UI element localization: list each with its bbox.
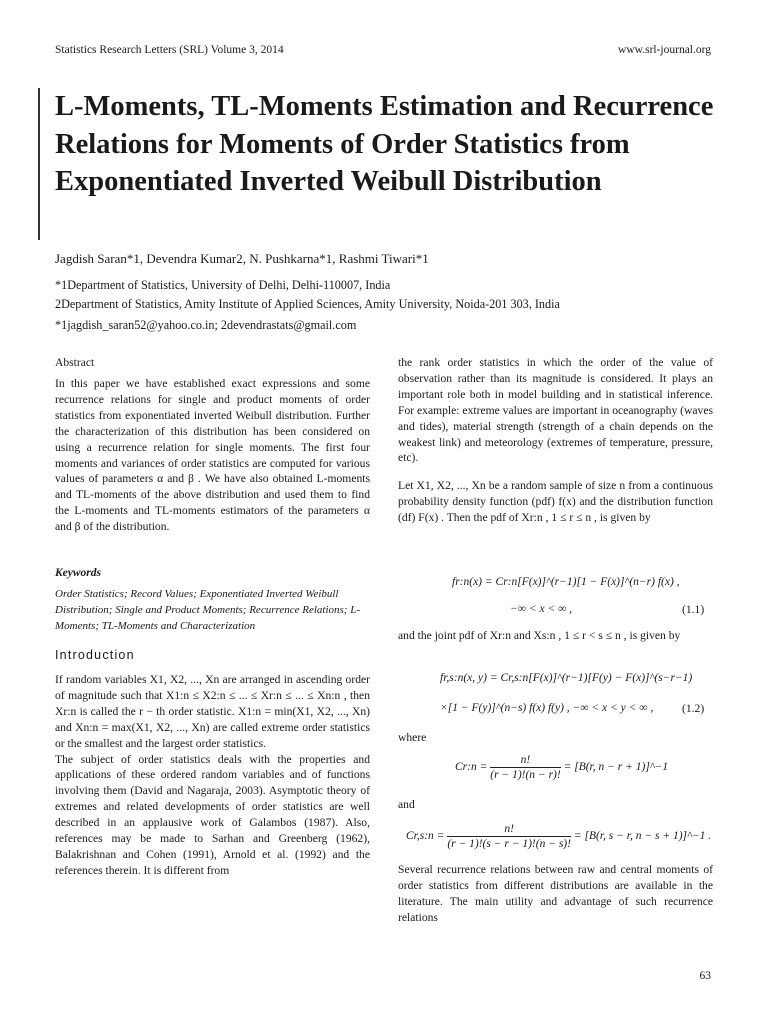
where-label: where <box>398 731 427 744</box>
recurrence-paragraph: Several recurrence relations between raw and central moments of order statistics from different distributions are available in the literature. The main utility and advantage of such recurrence relations <box>398 863 713 924</box>
paper-title: L-Moments, TL-Moments Estimation and Recurrence Relations for Moments of Order Statistics from Exponentiated Inverted Weibull Distribution <box>55 91 714 197</box>
equation-2-line-2: ×[1 − F(y)]^(n−s) f(x) f(y) , −∞ < x < y < ∞ , <box>440 702 654 714</box>
joint-pdf-paragraph: and the joint pdf of Xr:n and Xs:n , 1 ≤ r < s ≤ n , is given by <box>398 629 681 642</box>
keywords-heading: Keywords <box>55 567 101 579</box>
equation-3-lhs: Cr:n = <box>455 761 488 774</box>
equation-4 <box>406 822 711 851</box>
author-list: Jagdish Saran*1, Devendra Kumar2, N. Pushkarna*1, Rashmi Tiwari*1 <box>55 251 429 266</box>
equation-2-line-1: fr,s:n(x, y) = Cr,s:n[F(x)]^(r−1)[F(y) − F(x)]^(s−r−1) <box>440 672 693 684</box>
equation-3-fraction <box>490 753 560 782</box>
equation-4-numerator: n! <box>447 822 571 837</box>
author-emails: *1jagdish_saran52@yahoo.co.in; 2devendrastats@gmail.com <box>55 318 357 332</box>
introduction-heading: Introduction <box>55 648 135 662</box>
affiliation-2: 2Department of Statistics, Amity Institute of Applied Sciences, Amity University, Noida-201 303, India <box>55 297 560 311</box>
equation-4-rhs: = [B(r, s − r, n − s + 1)]^−1 . <box>573 830 712 843</box>
equation-2-number: (1.2) <box>682 702 705 715</box>
equation-4-denominator: (r − 1)!(s − r − 1)!(n − s)! <box>447 838 571 850</box>
equation-1-line-2: −∞ < x < ∞ , <box>510 603 573 615</box>
abstract-text <box>55 376 370 535</box>
equation-3 <box>455 753 668 782</box>
pdf-paragraph: Let X1, X2, ..., Xn be a random sample of size n from a continuous probability density function (pdf) f(x) and the distribution function (df) F(x) . Then the pdf of Xr:n , 1 ≤ r ≤ n , is given by <box>398 479 713 525</box>
equation-3-numerator: n! <box>490 753 560 768</box>
equation-1-line-1: fr:n(x) = Cr:n[F(x)]^(r−1)[1 − F(x)]^(n−r) f(x) , <box>452 576 680 588</box>
right-column <box>398 355 713 526</box>
order-statistics-paragraph: the rank order statistics in which the order of the value of observation rather than its magnitude is considered. It plays an important role both in model building and in statistical inference. For example: extreme values are important in oceanography (waves and tides), material strength (strength of a chain depends on the weakest link) and meteorology (extremes of temperature, pressure, etc). <box>398 356 713 465</box>
title-rule <box>38 88 40 240</box>
equation-3-rhs: = [B(r, n − r + 1)]^−1 <box>563 761 669 774</box>
introduction-body <box>55 672 370 879</box>
equation-4-lhs: Cr,s:n = <box>406 830 445 843</box>
abstract-paragraph: In this paper we have established exact expressions and some recurrence relations for single and product moments of order statistics from exponentiated inverted Weibull distribution. Further the characterization of this distribution has been considered on using a recurrence relation for single moments. The first four moments and variances of order statistics are computed for various values of parameters α and β . We have also obtained L-moments and TL-moments of the above distribution and used them to find the L-moments and TL-moments estimators of the parameters α and β of the distribution. <box>55 377 370 534</box>
and-label: and <box>398 798 415 811</box>
equation-3-denominator: (r − 1)!(n − r)! <box>490 769 561 781</box>
keywords-text: Order Statistics; Record Values; Exponentiated Inverted Weibull Distribution; Single and Product Moments; Recurrence Relations; L-Moments; TL-Moments and Characterization <box>55 588 360 632</box>
intro-paragraph-1: If random variables X1, X2, ..., Xn are arranged in ascending order of magnitude such that X1:n ≤ X2:n ≤ ... ≤ Xr:n ≤ ... ≤ Xn:n , then Xr:n is called the r − th order statistic. X1:n = min(X1, X2, ..., Xn) and Xn:n = max(X1, X2, ..., Xn) are called extreme order statistics or the smallest and the largest order statistics. <box>55 673 370 750</box>
intro-paragraph-2: The subject of order statistics deals with the properties and applications of these ordered random variables and of functions involving them (David and Nagaraja, 2003). Asymptotic theory of extremes and related developments of order statistics are well described in an applausive work of Galambos (1987). Also, references may be made to Sarhan and Greenberg (1962), Balakrishnan and Cohen (1991), Arnold et al. (1992) and the references therein. It is different from <box>55 752 370 877</box>
equation-1-number: (1.1) <box>682 603 705 616</box>
page-number: 63 <box>699 970 711 982</box>
journal-header: Statistics Research Letters (SRL) Volume 3, 2014 <box>55 44 284 56</box>
equation-4-fraction <box>447 822 571 851</box>
journal-url[interactable]: www.srl-journal.org <box>618 44 711 56</box>
abstract-heading: Abstract <box>55 356 95 369</box>
affiliation-1: *1Department of Statistics, University of Delhi, Delhi-110007, India <box>55 278 391 292</box>
